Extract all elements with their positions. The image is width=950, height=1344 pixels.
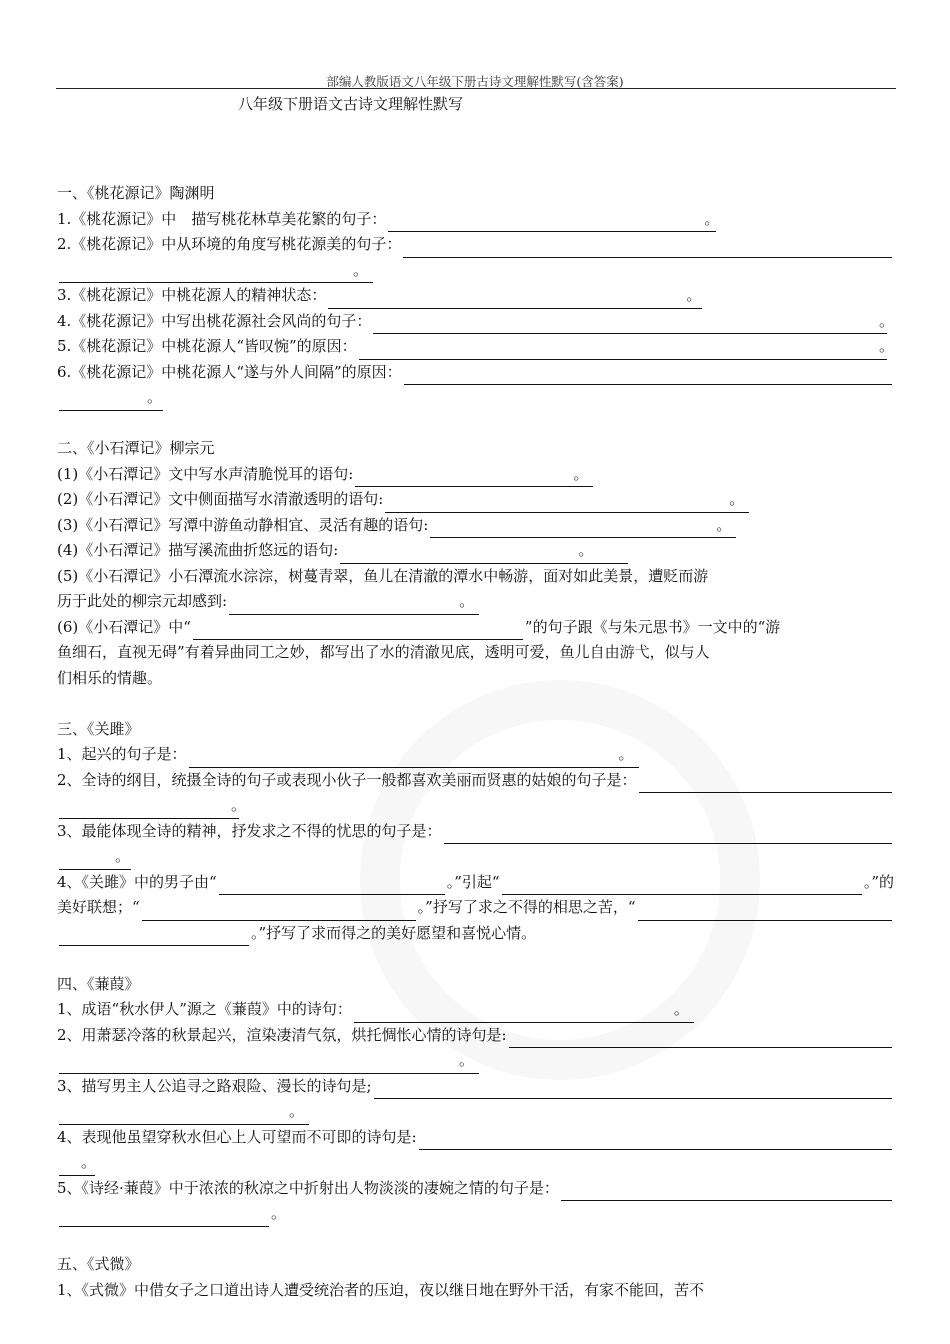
question-3-2-cont: 。 [57,793,894,819]
question-2-5-cont: 历于此处的柳宗元却感到: 。 [57,589,894,615]
answer-blank[interactable] [189,749,639,768]
question-2-4: (4)《小石潭记》描写溪流曲折悠远的语句: 。 [57,538,894,564]
question-2-6-cont: 鱼细石，直视无碍”有着异曲同工之妙，都写出了水的清澈见底，透明可爱，鱼儿自由游弋，似与人 [57,643,710,661]
question-4-1: 1、成语“秋水伊人”源之《蒹葭》中的诗句： 。 [57,997,894,1023]
question-2-6: (6)《小石潭记》中“ ”的句子跟《与朱元思书》一文中的“游 [57,615,894,641]
question-2-2: (2)《小石潭记》文中侧面描写水清澈透明的语句: 。 [57,487,894,513]
question-1-6-cont: 。 [57,385,894,411]
answer-blank[interactable] [638,902,892,921]
answer-blank[interactable] [430,519,736,538]
answer-blank[interactable] [59,1055,479,1074]
answer-blank[interactable] [639,774,892,793]
question-4-3: 3、描写男主人公追寻之路艰险、漫长的诗句是; [57,1074,894,1100]
header-rule [56,88,896,89]
question-3-4-cont: 美好联想；“ 。”抒写了求之不得的相思之苦，“ [57,895,894,921]
answer-blank[interactable] [509,1029,892,1048]
answer-blank[interactable] [142,902,416,921]
question-4-2-cont: 。 [57,1048,894,1074]
answer-blank[interactable] [374,1080,892,1099]
section-heading: 二、《小石潭记》柳宗元 [57,439,215,457]
question-3-3: 3、最能体现全诗的精神，抒发求之不得的忧思的句子是： [57,819,894,845]
question-5-1: 1、《式微》中借女子之口道出诗人遭受统治者的压迫，夜以继日地在野外干活，有家不能回，苦不 [57,1280,705,1299]
answer-blank[interactable] [561,1182,892,1201]
question-1-6: 6.《桃花源记》中桃花源人“遂与外人间隔”的原因： [57,360,894,386]
answer-blank[interactable] [359,341,887,360]
answer-blank[interactable] [385,494,749,513]
question-2-1: (1)《小石潭记》文中写水声清脆悦耳的语句: 。 [57,462,894,488]
answer-blank[interactable] [419,1131,892,1150]
answer-blank[interactable] [354,1004,694,1023]
question-3-4-end: 。”抒写了求而得之的美好愿望和喜悦心情。 [57,921,894,947]
question-1-5: 5.《桃花源记》中桃花源人“皆叹惋”的原因： 。 [57,334,894,360]
answer-blank[interactable] [229,596,479,615]
answer-blank[interactable] [388,213,716,232]
answer-blank[interactable] [373,315,887,334]
answer-blank[interactable] [502,876,862,895]
running-header: 部编人教版语文八年级下册古诗文理解性默写(含答案) [326,74,624,89]
section-heading: 三、《关雎》 [57,719,140,738]
question-4-4: 4、表现他虽望穿秋水但心上人可望而不可即的诗句是: [57,1125,894,1151]
page-title: 八年级下册语文古诗文理解性默写 [238,95,464,113]
answer-blank[interactable] [403,239,892,258]
answer-blank[interactable] [59,927,249,946]
question-3-4: 4、《关雎》中的男子由“ 。”引起“ 。”的 [57,870,894,896]
question-2-6-end: 们相乐的情趣。 [57,668,163,687]
section-jianjia [57,972,894,1227]
section-xiaoshitanji [57,436,894,691]
section-shiwei [57,1252,894,1303]
answer-blank[interactable] [59,800,239,819]
section-heading: 一、《桃花源记》陶渊明 [57,184,215,202]
answer-blank[interactable] [59,1106,309,1125]
answer-blank[interactable] [328,290,702,309]
question-3-1: 1、起兴的句子是： 。 [57,742,894,768]
question-2-5: (5)《小石潭记》小石潭流水淙淙，树蔓青翠，鱼儿在清澈的潭水中畅游，面对如此美景，遭贬而游 [57,566,709,585]
question-3-3-cont: 。 [57,844,894,870]
section-guanju [57,717,894,947]
answer-blank[interactable] [219,876,445,895]
answer-blank[interactable] [404,366,892,385]
question-1-1: 1.《桃花源记》中 描写桃花林草美花繁的句子： 。 [57,207,894,233]
question-4-4-cont: 。 [57,1150,894,1176]
question-4-5-cont: 。 [57,1201,894,1227]
question-4-2: 2、用萧瑟冷落的秋景起兴，渲染凄清气氛，烘托惆怅心情的诗句是: [57,1023,894,1049]
question-1-4: 4.《桃花源记》中写出桃花源社会风尚的句子： 。 [57,309,894,335]
question-1-2-cont: 。 [57,258,894,284]
answer-blank[interactable] [59,264,373,283]
question-4-3-cont: 。 [57,1099,894,1125]
section-taohuayuanji [57,181,894,411]
question-2-3: (3)《小石潭记》写潭中游鱼动静相宜、灵活有趣的语句: 。 [57,513,894,539]
answer-blank[interactable] [355,468,593,487]
worksheet-body [57,181,894,1303]
section-heading: 五、《式微》 [57,1255,140,1273]
answer-blank[interactable] [193,621,523,640]
question-1-3: 3.《桃花源记》中桃花源人的精神状态： 。 [57,283,894,309]
question-1-2: 2.《桃花源记》中从环境的角度写桃花源美的句子： [57,232,894,258]
answer-blank[interactable] [444,825,892,844]
section-heading: 四、《蒹葭》 [57,974,140,993]
question-3-2: 2、全诗的纲目，统摄全诗的句子或表现小伙子一般都喜欢美丽而贤惠的姑娘的句子是： [57,768,894,794]
answer-blank[interactable] [59,1208,269,1227]
question-4-5: 5、《诗经·蒹葭》中于浓浓的秋凉之中折射出人物淡淡的凄婉之情的句子是： [57,1176,894,1202]
